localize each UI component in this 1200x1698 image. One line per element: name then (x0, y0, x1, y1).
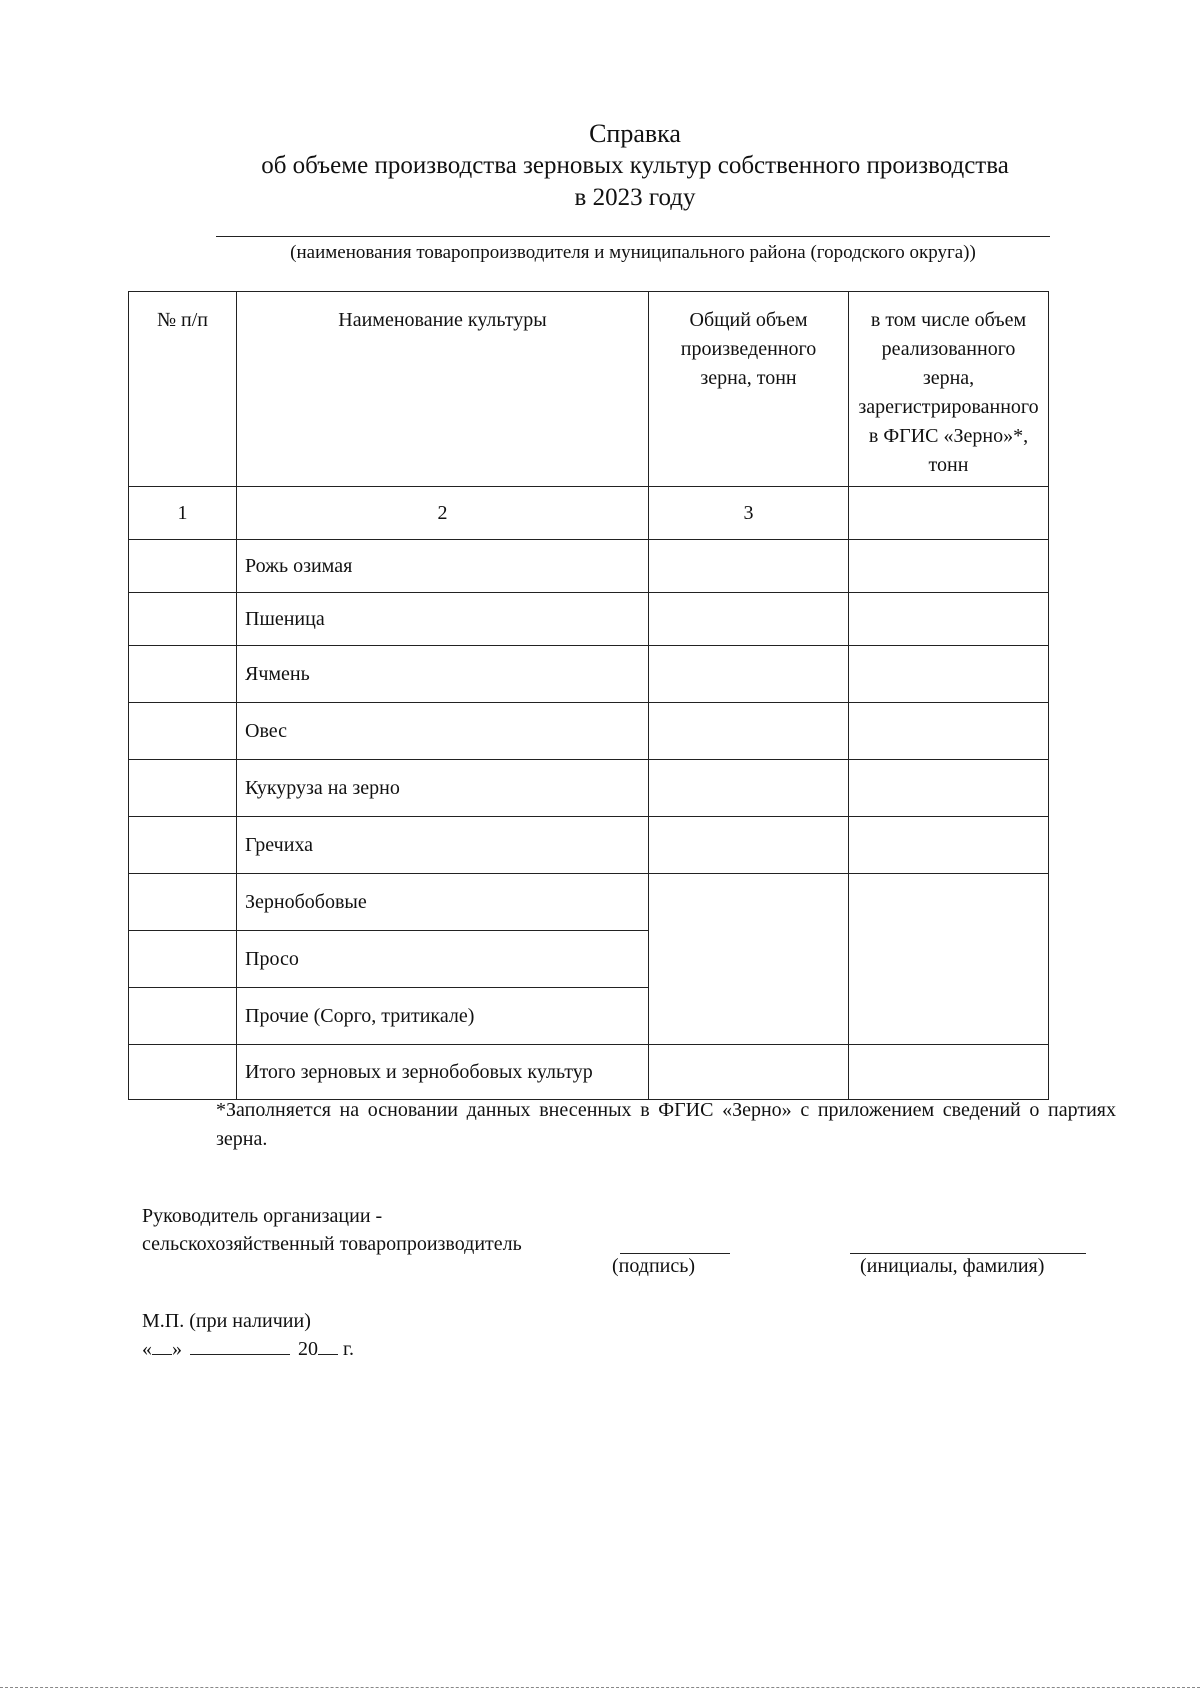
date-close-quote: » (172, 1338, 182, 1360)
row-number-cell[interactable] (129, 760, 237, 817)
signature-caption: (подпись) (612, 1255, 696, 1277)
crop-name-cell: Ячмень (237, 646, 649, 703)
row-number-cell[interactable] (129, 540, 237, 593)
date-month-blank[interactable] (190, 1336, 290, 1355)
signatory-title-line2: сельскохозяйственный товаропроизводитель (142, 1233, 522, 1255)
seal-label: М.П. (при наличии) (142, 1310, 311, 1332)
row-number-cell[interactable] (129, 874, 237, 931)
row-number-cell[interactable] (129, 988, 237, 1045)
total-volume-cell[interactable] (649, 646, 849, 703)
initials-surname-caption: (инициалы, фамилия) (860, 1255, 1045, 1277)
crop-name-cell: Кукуруза на зерно (237, 760, 649, 817)
sold-volume-cell[interactable] (849, 540, 1049, 593)
signatory-title-line1: Руководитель организации - (142, 1205, 383, 1227)
sold-volume-cell[interactable] (849, 703, 1049, 760)
seal-date-block (142, 1307, 354, 1363)
title-block (180, 118, 1090, 214)
crop-name-cell: Овес (237, 703, 649, 760)
total-volume-cell[interactable] (649, 593, 849, 646)
signature-line[interactable] (620, 1253, 730, 1254)
table-row (129, 540, 1049, 593)
initials-surname-line[interactable] (850, 1253, 1086, 1254)
date-year-prefix: 20 (298, 1338, 318, 1360)
header-number: № п/п (129, 292, 237, 487)
signatory-block (142, 1202, 522, 1258)
sold-volume-merged-cell[interactable] (849, 874, 1049, 1045)
document-subtitle-line1: об объеме производства зерновых культур собственного производства (261, 152, 1009, 179)
total-volume-cell[interactable] (649, 703, 849, 760)
table-row (129, 874, 1049, 931)
column-number-3: 3 (649, 487, 849, 540)
column-number-4 (849, 487, 1049, 540)
crop-name-cell: Рожь озимая (237, 540, 649, 593)
row-number-cell[interactable] (129, 593, 237, 646)
producer-name-line[interactable] (216, 236, 1050, 237)
document-title: Справка (589, 119, 681, 148)
crop-name-cell: Гречиха (237, 817, 649, 874)
sold-volume-cell[interactable] (849, 1045, 1049, 1100)
page-bottom-divider (0, 1687, 1200, 1688)
table-row (129, 593, 1049, 646)
row-number-cell[interactable] (129, 646, 237, 703)
crop-name-cell: Прочие (Сорго, тритикале) (237, 988, 649, 1045)
sold-volume-cell[interactable] (849, 760, 1049, 817)
header-crop-name: Наименование культуры (237, 292, 649, 487)
total-volume-cell[interactable] (649, 1045, 849, 1100)
table-row (129, 817, 1049, 874)
table-total-row (129, 1045, 1049, 1100)
total-volume-cell[interactable] (649, 817, 849, 874)
table-header-row (129, 292, 1049, 487)
header-sold-volume: в том числе объем реализованного зерна, зарегистрированного в ФГИС «Зерно»*, тонн (849, 292, 1049, 487)
total-label-cell: Итого зерновых и зернобобовых культур (237, 1045, 649, 1100)
sold-volume-cell[interactable] (849, 817, 1049, 874)
column-number-1: 1 (129, 487, 237, 540)
total-volume-merged-cell[interactable] (649, 874, 849, 1045)
footnote: *Заполняется на основании данных внесенных в ФГИС «Зерно» с приложением сведений о партиях зерна. (216, 1099, 1116, 1150)
total-volume-cell[interactable] (649, 760, 849, 817)
column-number-2: 2 (237, 487, 649, 540)
table-row (129, 703, 1049, 760)
total-volume-cell[interactable] (649, 540, 849, 593)
date-row (142, 1335, 354, 1363)
row-number-cell[interactable] (129, 703, 237, 760)
date-suffix: г. (343, 1338, 354, 1360)
date-year-blank[interactable] (318, 1336, 338, 1355)
sold-volume-cell[interactable] (849, 593, 1049, 646)
crop-name-cell: Пшеница (237, 593, 649, 646)
column-number-row (129, 487, 1049, 540)
crop-name-cell: Зернобобовые (237, 874, 649, 931)
date-open-quote: « (142, 1338, 152, 1360)
date-day-blank[interactable] (152, 1336, 172, 1355)
producer-caption: (наименования товаропроизводителя и муниципального района (городского округа)) (290, 242, 976, 263)
table-row (129, 760, 1049, 817)
header-total-volume: Общий объем произведенного зерна, тонн (649, 292, 849, 487)
sold-volume-cell[interactable] (849, 646, 1049, 703)
document-subtitle-line2: в 2023 году (574, 184, 696, 211)
grain-volume-table (128, 291, 1049, 1100)
crop-name-cell: Просо (237, 931, 649, 988)
row-number-cell[interactable] (129, 931, 237, 988)
row-number-cell[interactable] (129, 817, 237, 874)
row-number-cell[interactable] (129, 1045, 237, 1100)
table-row (129, 646, 1049, 703)
